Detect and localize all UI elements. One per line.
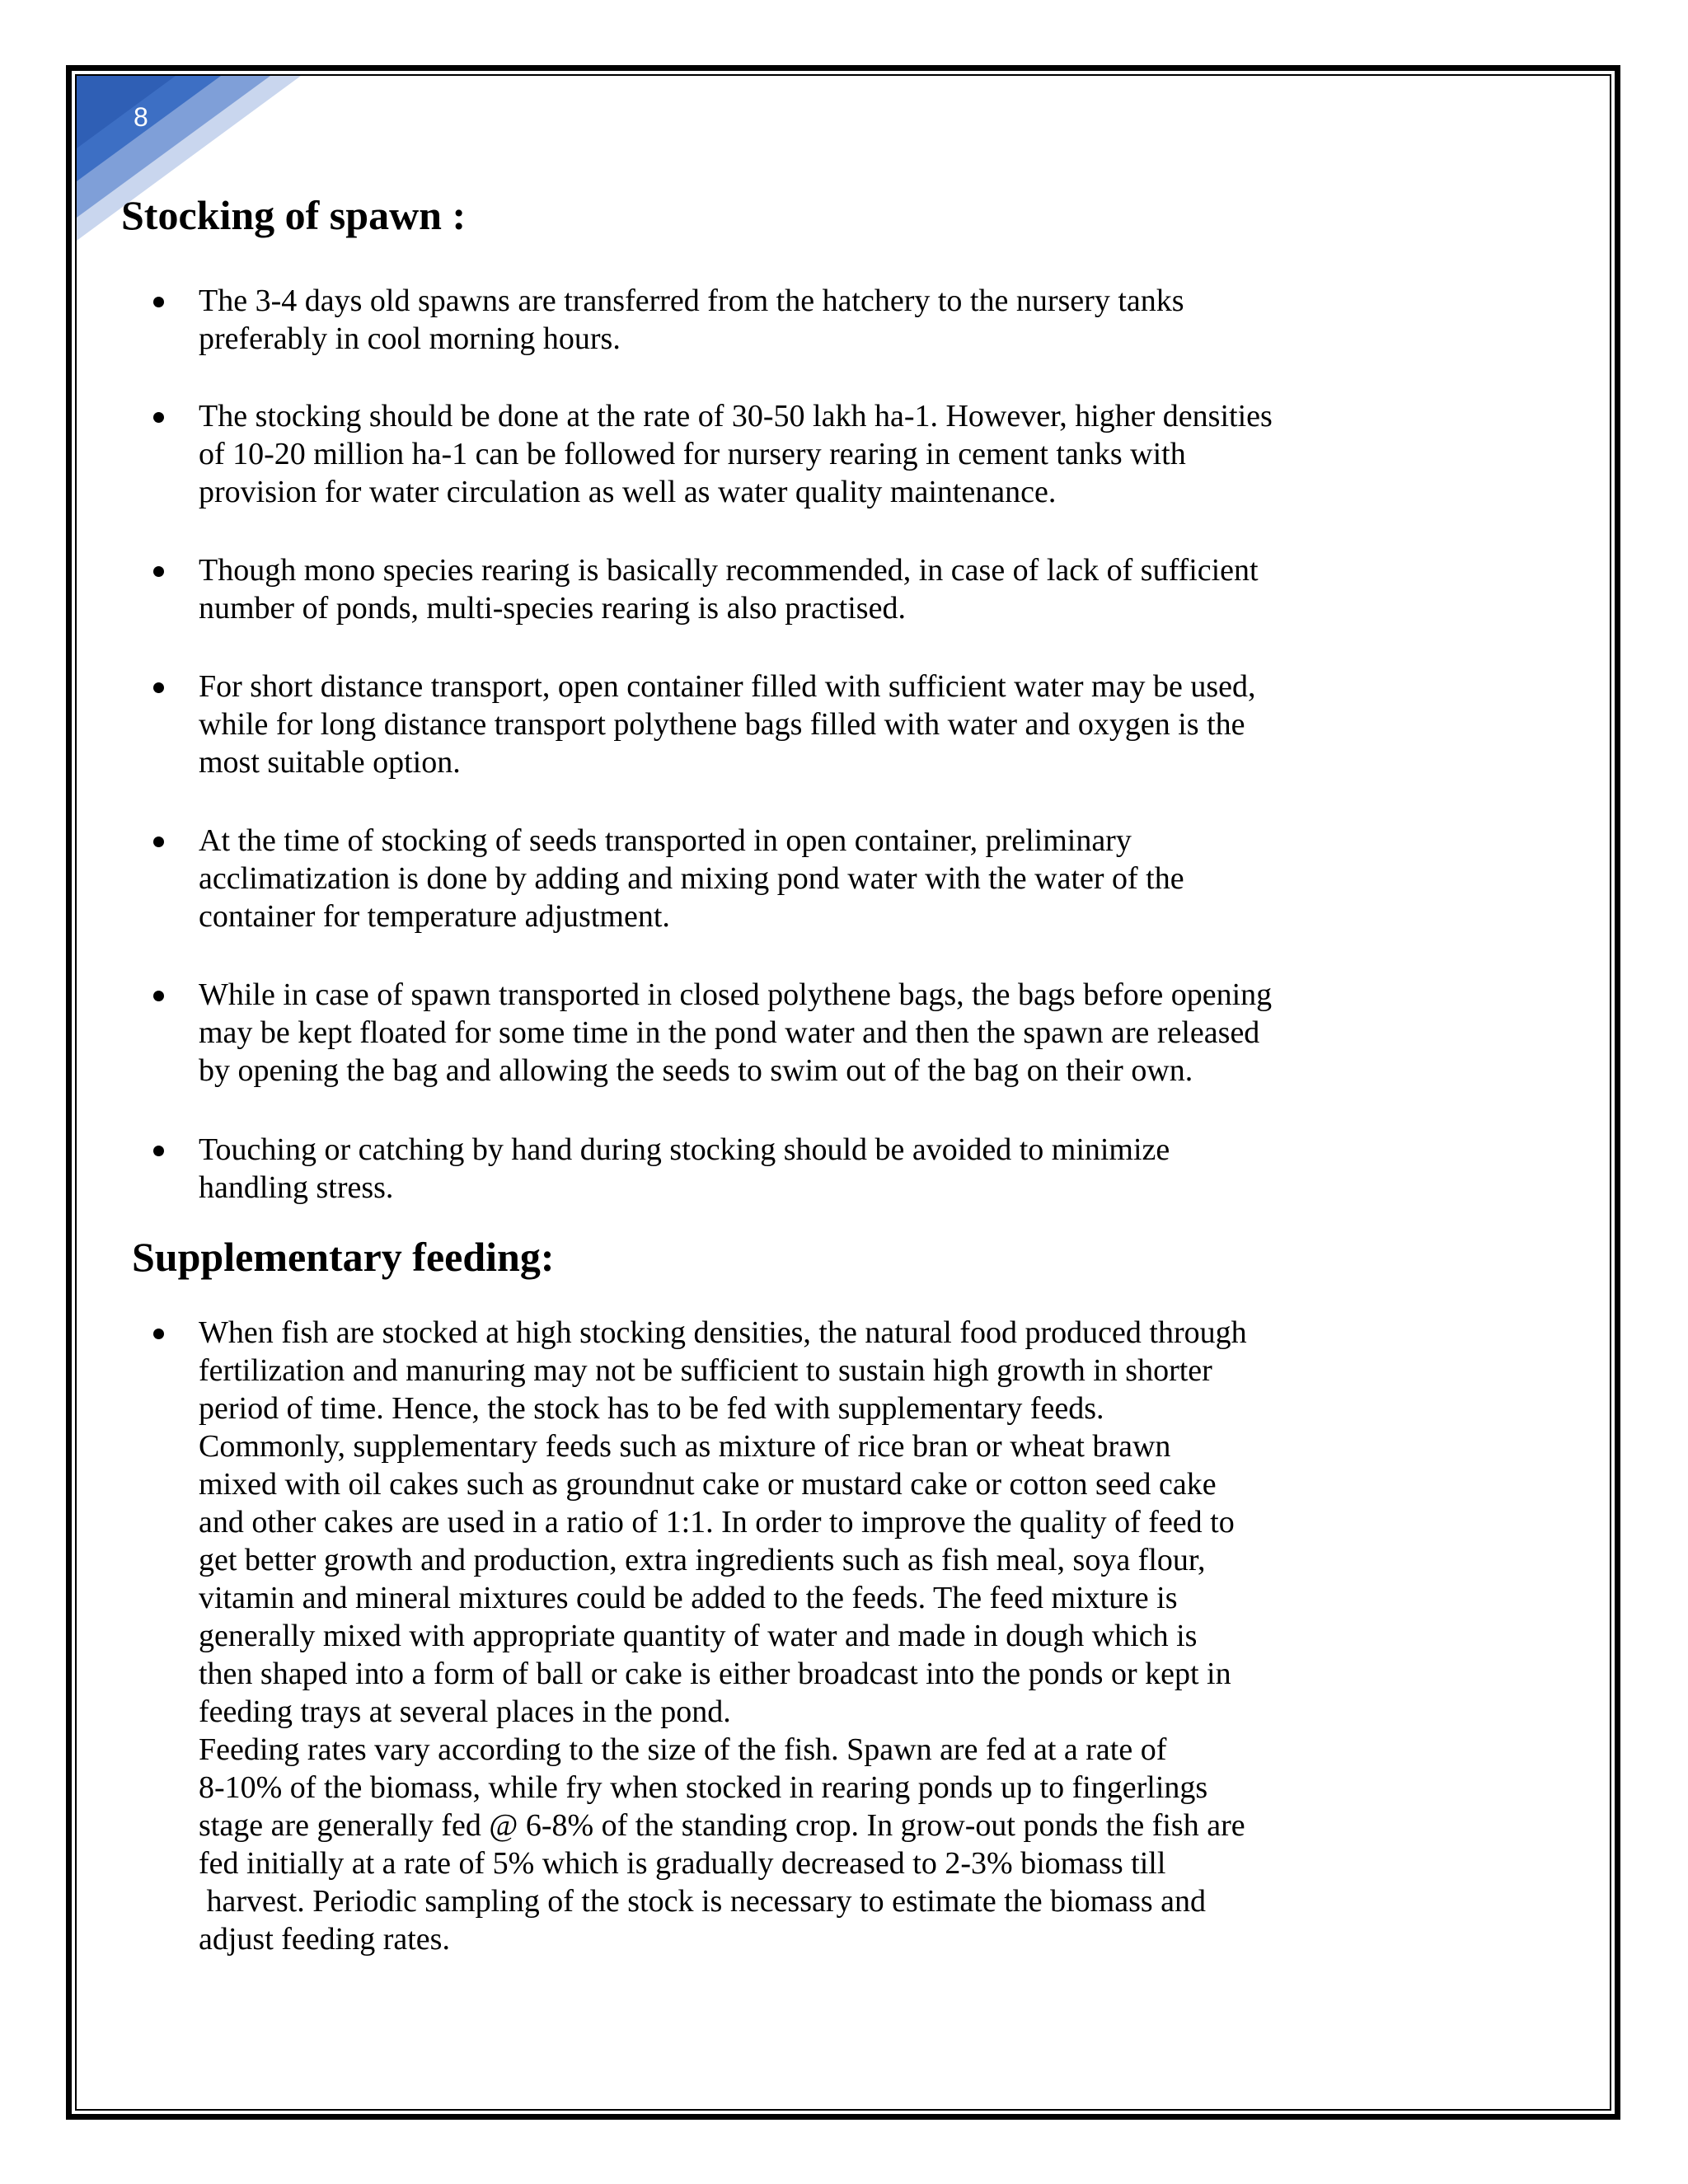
page-number: 8 — [134, 102, 148, 132]
bullet-dot — [153, 1329, 164, 1339]
list-item-text: The stocking should be done at the rate of 30-50 lakh ha-1. However, higher densities of 10-20 million ha-1 can be followed for nursery rearing in cement tanks with provision for water circulation as well as water quality maintenance. — [199, 399, 1273, 509]
bullet-dot — [153, 682, 164, 693]
list-item-text: Touching or catching by hand during stocking should be avoided to minimize handling stress. — [199, 1132, 1170, 1205]
bullet-dot — [153, 991, 164, 1001]
bullet-dot — [153, 566, 164, 577]
list-item-text: For short distance transport, open container filled with sufficient water may be used, while for long distance transport polythene bags filled with water and oxygen is the most suitable option. — [199, 669, 1256, 780]
list-item-text: While in case of spawn transported in closed polythene bags, the bags before opening may be kept floated for some time in the pond water and then the spawn are released by opening the bag and allowing the seeds to swim out of the bag on their own. — [199, 977, 1273, 1088]
bullet-dot — [153, 297, 164, 307]
bullet-dot — [153, 1146, 164, 1156]
list-item-text: Though mono species rearing is basically recommended, in case of lack of sufficient number of ponds, multi-species rearing is also practised. — [199, 553, 1259, 626]
section-heading-feeding: Supplementary feeding: — [132, 1234, 555, 1280]
section-heading-stocking: Stocking of spawn : — [121, 192, 467, 238]
list-item-text: The 3-4 days old spawns are transferred from the hatchery to the nursery tanks preferably in cool morning hours. — [199, 284, 1184, 356]
list-item-text: When fish are stocked at high stocking densities, the natural food produced through fertilization and manuring may not be sufficient to sustain high growth in shorter period of time. Hence, the stock has to be fed with supplementary feeds. Commonly, supplementary feeds such as mixture of rice bran or wheat brawn mixed with oil cakes such as groundnut cake or mustard cake or cotton seed cake and other cakes are used in a ratio of 1:1. In order to improve the quality of feed to get better growth and production, extra ingredients such as fish meal, soya flour, vitamin and mineral mixtures could be added to the feeds. The feed mixture is generally mixed with appropriate quantity of water and made in dough which is then shaped into a form of ball or cake is either broadcast into the ponds or kept in feeding trays at several places in the pond. Feeding rates vary according to the size of the fish. Spawn are fed at a rate of 8-10% of the biomass, while fry when stocked in rearing ponds up to fingerlings stage are generally fed @ 6-8% of the standing crop. In grow-out ponds the fish are fed initially at a rate of 5% which is gradually decreased to 2-3% biomass till harvest. Periodic sampling of the stock is necessary to estimate the biomass and adjust feeding rates. — [199, 1315, 1247, 1957]
list-item-text: At the time of stocking of seeds transported in open container, preliminary acclimatization is done by adding and mixing pond water with the water of the container for temperature adjustment. — [199, 823, 1184, 934]
bullet-dot — [153, 412, 164, 423]
bullet-dot — [153, 837, 164, 847]
